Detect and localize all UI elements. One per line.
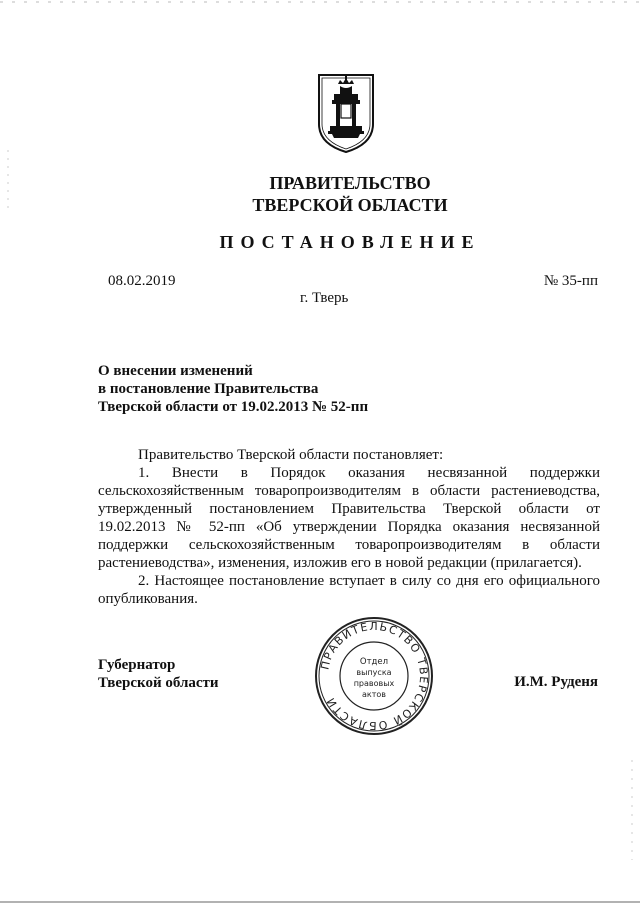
- coat-of-arms-icon: [316, 72, 376, 154]
- org-line-1: ПРАВИТЕЛЬСТВО: [269, 173, 431, 193]
- document-body: [98, 446, 600, 608]
- signatory-title-line-1: Губернатор: [98, 657, 176, 673]
- subject-line-2: в постановление Правительства: [98, 381, 319, 397]
- org-line-2: ТВЕРСКОЙ ОБЛАСТИ: [252, 195, 448, 215]
- signatory-title: [98, 656, 219, 692]
- stamp-line-3: правовых: [353, 679, 395, 688]
- official-stamp: [312, 614, 436, 738]
- clause-1: 1. Внести в Порядок оказания несвязанной поддержки сельскохозяйственным товаропроизводителям в области растениеводства, утвержденный постановлением Правительства Тверской области от 19.02.2013 № 52-пп «Об утверждении Порядка оказания несвязанной поддержки сельскохозяйственным товаропроизводителям в области растениеводства», изменения, изложив его в новой редакции (прилагается).: [98, 465, 600, 571]
- subject-line-1: О внесении изменений: [98, 363, 253, 379]
- signatory-title-line-2: Тверской области: [98, 675, 219, 691]
- stamp-ring-text: ПРАВИТЕЛЬСТВО ТВЕРСКОЙ ОБЛАСТИ: [318, 619, 431, 733]
- preamble: Правительство Тверской области постановляет:: [138, 447, 444, 463]
- stamp-line-1: Отдел: [359, 657, 389, 667]
- subject-line-3: Тверской области от 19.02.2013 № 52-пп: [98, 399, 369, 415]
- government-title: [160, 172, 540, 216]
- document-number: № 35-пп: [543, 273, 598, 289]
- stamp-line-4: актов: [361, 690, 387, 699]
- stamp-line-2: выпуска: [356, 668, 392, 677]
- document-city: г. Тверь: [300, 290, 349, 306]
- document-type: ПОСТАНОВЛЕНИЕ: [219, 232, 481, 252]
- document-subject: [98, 362, 438, 416]
- document-date: 08.02.2019: [108, 273, 176, 289]
- clause-2: 2. Настоящее постановление вступает в силу со дня его официального опубликования.: [98, 573, 600, 607]
- signatory-name: И.М. Руденя: [514, 674, 598, 690]
